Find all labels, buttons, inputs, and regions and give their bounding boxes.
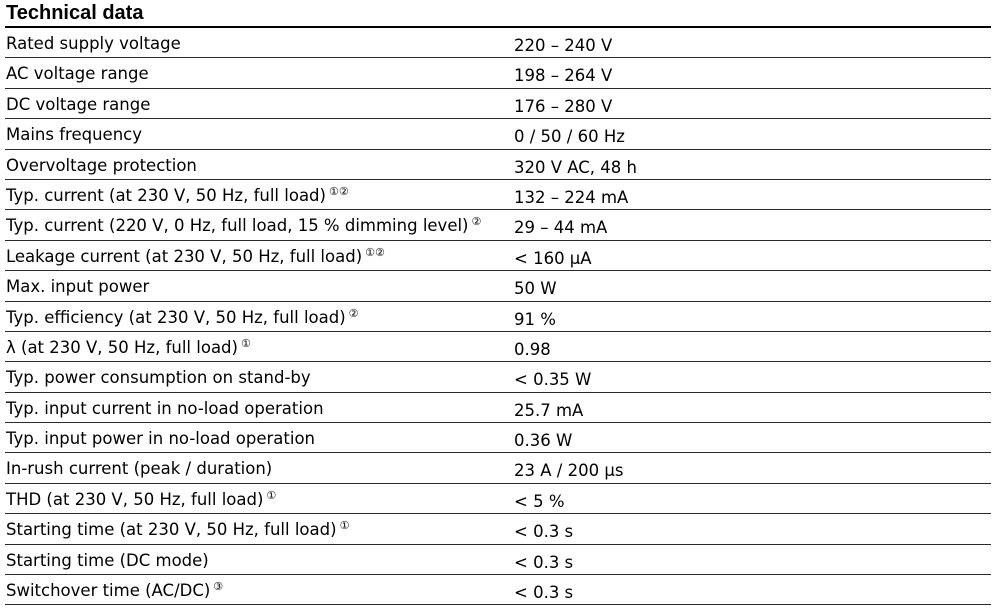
parameter-value: 50 W: [514, 279, 557, 299]
parameter-value: 198 – 264 V: [514, 66, 613, 86]
footnote-marker: ②: [348, 306, 359, 320]
table-row: [5, 302, 991, 332]
parameter-text: λ (at 230 V, 50 Hz, full load): [6, 337, 238, 357]
table-row: [5, 150, 991, 180]
parameter-label: [6, 551, 209, 571]
parameter-value: 25.7 mA: [514, 400, 584, 420]
parameter-text: Starting time (at 230 V, 50 Hz, full load): [6, 520, 337, 540]
parameter-label: [6, 520, 349, 542]
table-row: [5, 332, 991, 362]
parameter-value: 0.36 W: [514, 431, 573, 451]
parameter-label: [6, 429, 315, 449]
footnote-marker: ②: [471, 215, 482, 229]
parameter-value: < 0.3 s: [514, 583, 574, 603]
parameter-label: [6, 95, 150, 115]
parameter-label: [6, 156, 197, 176]
parameter-text: DC voltage range: [6, 94, 151, 114]
parameter-text: Leakage current (at 230 V, 50 Hz, full load): [6, 246, 363, 266]
table-row: [5, 58, 991, 88]
parameter-text: Typ. input power in no-load operation: [6, 429, 315, 449]
parameter-label: [6, 459, 272, 479]
footnote-marker: ①: [240, 336, 251, 350]
parameter-text: Typ. input current in no-load operation: [6, 398, 324, 418]
footnote-marker: ①: [339, 519, 350, 533]
parameter-text: Typ. efficiency (at 230 V, 50 Hz, full load): [6, 307, 346, 327]
parameter-value: < 5 %: [514, 491, 565, 511]
parameter-text: Switchover time (AC/DC): [6, 581, 211, 601]
parameter-label: [6, 216, 481, 238]
table-row: [5, 484, 991, 514]
parameter-label: [6, 581, 223, 603]
parameter-value: 176 – 280 V: [514, 96, 613, 116]
parameter-value: 320 V AC, 48 h: [514, 157, 637, 177]
parameter-value: < 160 µA: [514, 248, 592, 268]
table-row: [5, 362, 991, 392]
section-title: Technical data: [5, 0, 991, 28]
parameter-text: Typ. current (at 230 V, 50 Hz, full load): [6, 185, 326, 205]
parameter-text: Overvoltage protection: [6, 155, 197, 175]
table-row: [5, 514, 991, 544]
parameter-value: 29 – 44 mA: [514, 218, 608, 238]
parameter-text: THD (at 230 V, 50 Hz, full load): [6, 489, 264, 509]
footnote-marker: ①②: [365, 245, 385, 259]
parameter-label: [6, 399, 324, 419]
parameter-label: [6, 338, 251, 360]
table-row: [5, 210, 991, 240]
parameter-text: Typ. power consumption on stand-by: [6, 368, 311, 388]
table-row: [5, 271, 991, 301]
parameter-value: < 0.35 W: [514, 370, 592, 390]
parameter-label: [6, 64, 149, 84]
parameter-value: 23 A / 200 µs: [514, 461, 624, 481]
table-row: [5, 575, 991, 605]
parameter-label: [6, 125, 142, 145]
parameter-text: Starting time (DC mode): [6, 550, 209, 570]
parameter-value: 0.98: [514, 339, 551, 359]
parameter-value: 91 %: [514, 309, 556, 329]
parameter-value: 132 – 224 mA: [514, 187, 629, 207]
table-row: [5, 28, 991, 58]
footnote-marker: ①: [266, 488, 277, 502]
parameter-text: Typ. current (220 V, 0 Hz, full load, 15 % dimming level): [6, 216, 469, 236]
parameter-value: < 0.3 s: [514, 552, 574, 572]
parameter-text: AC voltage range: [6, 64, 149, 84]
parameter-label: [6, 490, 276, 512]
parameter-value: 0 / 50 / 60 Hz: [514, 127, 625, 147]
footnote-marker: ③: [213, 580, 224, 594]
parameter-label: [6, 34, 181, 54]
table-row: [5, 453, 991, 483]
table-row: [5, 89, 991, 119]
parameter-label: [6, 277, 149, 297]
parameter-value: 220 – 240 V: [514, 36, 613, 55]
parameter-label: [6, 308, 359, 330]
footnote-marker: ①②: [328, 184, 349, 198]
parameter-label: [6, 368, 311, 388]
parameter-text: Max. input power: [6, 277, 150, 297]
parameter-label: [6, 186, 349, 208]
table-row: [5, 423, 991, 453]
parameter-text: Mains frequency: [6, 125, 142, 145]
parameter-text: Rated supply voltage: [6, 34, 181, 53]
table-row: [5, 393, 991, 423]
parameter-label: [6, 247, 385, 269]
table-row: [5, 180, 991, 210]
table-row: [5, 119, 991, 149]
table-row: [5, 241, 991, 271]
technical-data-table: [5, 28, 991, 605]
table-row: [5, 545, 991, 575]
parameter-value: < 0.3 s: [514, 522, 574, 542]
parameter-text: In-rush current (peak / duration): [6, 459, 273, 479]
